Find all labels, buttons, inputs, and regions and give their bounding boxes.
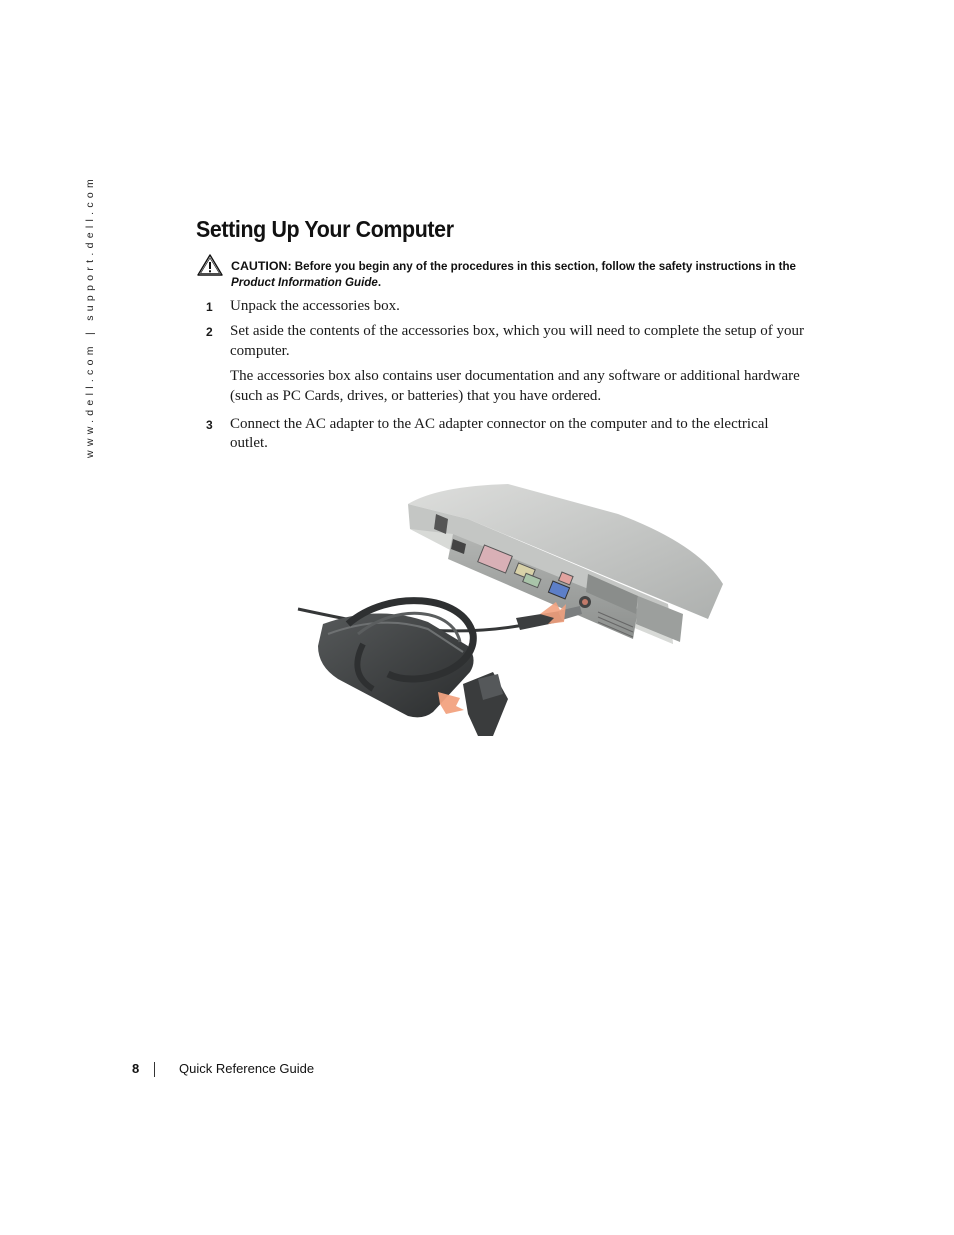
step-text: Connect the AC adapter to the AC adapter connector on the computer and to the electrical outlet. [230, 416, 769, 452]
laptop [408, 484, 723, 644]
sidebar-url: www.dell.com | support.dell.com [84, 174, 96, 458]
step-number: 2 [206, 325, 213, 340]
page-number: 8 [132, 1061, 140, 1076]
step-number: 3 [206, 418, 213, 433]
footer-divider [154, 1062, 155, 1077]
step-1 [200, 297, 810, 316]
warning-triangle-icon [196, 253, 224, 277]
caution-end: . [377, 276, 382, 289]
ac-adapter [298, 601, 582, 736]
guide-title: Quick Reference Guide [179, 1061, 315, 1076]
caution-label: CAUTION: [231, 259, 292, 273]
caution-document-title: Product Information Guide [231, 276, 378, 289]
step-text: Set aside the contents of the accessories box, which you will need to complete the setup of your computer. [230, 323, 805, 359]
caution-body: Before you begin any of the procedures in this section, follow the safety instructions in the [291, 260, 796, 273]
setup-steps [200, 297, 810, 454]
caution-text [231, 258, 831, 291]
step-number: 1 [206, 300, 213, 314]
page-title: Setting Up Your Computer [196, 216, 454, 242]
step-3 [200, 415, 810, 454]
laptop-ac-adapter-illustration [288, 474, 738, 749]
step-2-note: The accessories box also contains user documentation and any software or additional hardware (such as PC Cards, drives, or batteries) that you have ordered. [230, 368, 800, 404]
step-2 [200, 322, 810, 361]
step-text: Unpack the accessories box. [230, 298, 400, 314]
